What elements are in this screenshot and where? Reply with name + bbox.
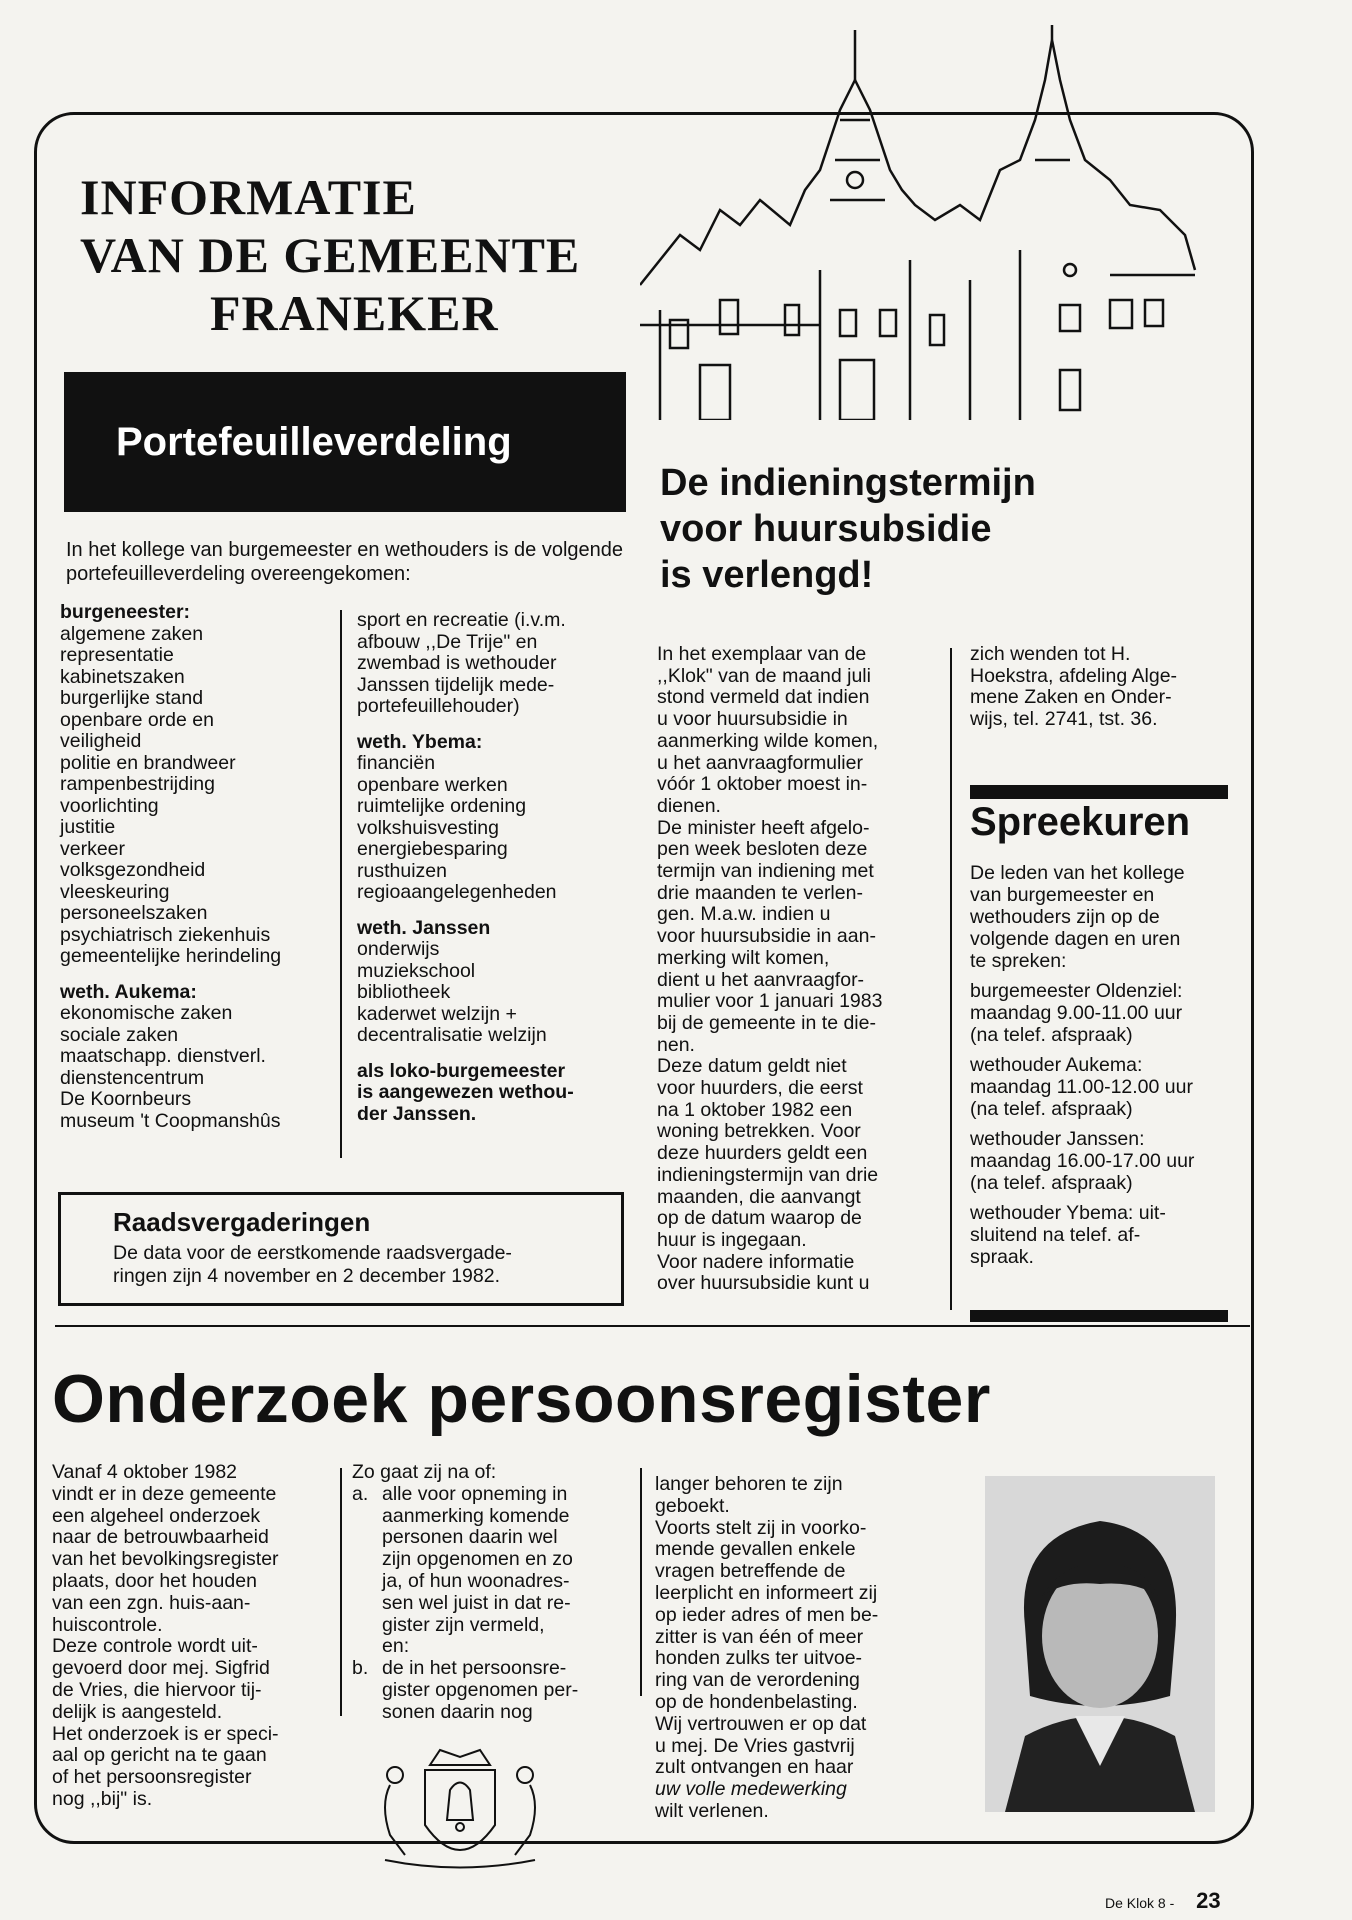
portefeuille-heading-bar <box>64 372 626 512</box>
list-item: representatie <box>60 644 174 666</box>
list-item: afbouw ,,De Trije" en <box>357 630 538 653</box>
list-item: volkshuisvesting <box>357 816 499 839</box>
column-divider <box>640 1468 642 1696</box>
heading-line: is verlengd! <box>660 554 874 596</box>
text-line: en: <box>382 1635 410 1658</box>
janssen-heading: weth. Janssen <box>357 916 491 939</box>
list-item: psychiatrisch ziekenhuis <box>60 923 271 946</box>
text-line: gister opgenomen per- <box>382 1678 579 1701</box>
text-line: Vanaf 4 oktober 1982 <box>52 1461 238 1483</box>
list-item: algemene zaken <box>60 622 204 645</box>
text-line: vindt er in deze gemeente <box>52 1482 277 1505</box>
text-line-italic: uw volle medewerking <box>655 1778 847 1801</box>
text-line: bij de gemeente in te die- <box>657 1011 876 1034</box>
text-line: aal op gericht na te gaan <box>52 1744 267 1767</box>
page-number: 23 <box>1196 1888 1221 1913</box>
list-item: politie en brandweer <box>60 751 236 774</box>
text-line: gen. M.a.w. indien u <box>657 903 831 926</box>
text-line: gister zijn vermeld, <box>382 1613 545 1636</box>
list-item: maatschapp. dienstverl. <box>60 1045 266 1067</box>
text-line: voor huurders, die eerst <box>657 1077 863 1100</box>
column-divider <box>950 648 952 1310</box>
header-title-line: FRANEKER <box>210 285 499 341</box>
text-line: sen wel juist in dat re- <box>382 1591 571 1614</box>
list-item: sport en recreatie (i.v.m. <box>357 609 566 631</box>
list-item: rampenbestrijding <box>60 773 216 795</box>
text-line: Het onderzoek is er speci- <box>52 1722 279 1745</box>
huursubsidie-column-1 <box>657 644 947 1295</box>
text-line: maandag 16.00-17.00 uur <box>970 1150 1195 1172</box>
onderzoek-column-3 <box>655 1474 965 1823</box>
text-line: zult ontvangen en haar <box>655 1756 854 1779</box>
magazine-name: De Klok 8 <box>1105 1895 1166 1911</box>
text-line: of het persoonsregister <box>52 1766 252 1789</box>
text-line: huiscontrole. <box>52 1613 163 1636</box>
text-line: maanden, die aanvangt <box>657 1185 861 1208</box>
text-line: langer behoren te zijn <box>655 1473 843 1495</box>
column-divider <box>340 610 342 1158</box>
text-line: de in het persoonsre- <box>382 1657 567 1680</box>
text-line: De data voor de eerstkomende raadsvergade- <box>113 1242 512 1264</box>
text-line: deze huurders geldt een <box>657 1142 868 1165</box>
loko-burgemeester-note: der Janssen. <box>357 1102 477 1125</box>
spreekuur-entry <box>970 1054 1230 1120</box>
text-line: wethouder Janssen: <box>970 1128 1145 1150</box>
text-line: burgemeester Oldenziel: <box>970 980 1183 1002</box>
text-line: woning betrekken. Voor <box>657 1120 861 1143</box>
spreekuur-entry <box>970 980 1230 1046</box>
text-line: zitter is van één of meer <box>655 1625 864 1648</box>
town-hall-illustration <box>640 20 1200 420</box>
text-line: op de datum waarop de <box>657 1207 862 1230</box>
criteria-item-a <box>352 1484 642 1658</box>
spreekuren-body <box>970 862 1230 1268</box>
list-item: justitie <box>60 816 116 838</box>
text-line: wethouders zijn op de <box>970 906 1160 928</box>
spreekuur-entry <box>970 1202 1230 1268</box>
coat-of-arms-emblem <box>365 1745 555 1885</box>
text-line: Deze controle wordt uit- <box>52 1635 258 1658</box>
onderzoek-column-2 <box>352 1462 642 1724</box>
list-item: regioaangelegenheden <box>357 881 557 903</box>
text-line: een algeheel onderzoek <box>52 1504 261 1527</box>
text-line: op ieder adres of men be- <box>655 1603 879 1626</box>
text-line: aanmerking wilde komen, <box>657 729 879 752</box>
spreekuur-entry <box>970 1128 1230 1194</box>
loko-burgemeester-note: als loko-burgemeester <box>357 1059 566 1082</box>
text-line: wethouder Aukema: <box>970 1054 1143 1076</box>
text-line: wijs, tel. 2741, tst. 36. <box>970 708 1158 731</box>
text-line: sluitend na telef. af- <box>970 1224 1141 1246</box>
list-item: dienstencentrum <box>60 1066 205 1089</box>
spreekuren-bottom-rule <box>970 1310 1228 1322</box>
text-line: Voorts stelt zij in voorko- <box>655 1516 867 1539</box>
list-item: gemeentelijke herindeling <box>60 945 282 967</box>
burgemeester-heading: burgeneester: <box>60 601 191 623</box>
text-line: na 1 oktober 1982 een <box>657 1098 853 1121</box>
text-line: u het aanvraagformulier <box>657 751 863 774</box>
text-line: indieningstermijn van drie <box>657 1163 879 1186</box>
text-line: van het bevolkingsregister <box>52 1548 279 1571</box>
spreekuren-heading: Spreekuren <box>970 800 1191 844</box>
header-title-line: INFORMATIE <box>80 169 417 225</box>
text-line: drie maanden te verlen- <box>657 881 863 904</box>
heading-line: De indieningstermijn <box>660 462 1036 504</box>
text-line: aanmerking komende <box>382 1504 570 1527</box>
list-item: vleeskeuring <box>60 880 170 903</box>
list-item: zwembad is wethouder <box>357 652 557 674</box>
header-title <box>80 168 640 342</box>
text-line: ja, of hun woonadres- <box>382 1569 570 1592</box>
text-line: zich wenden tot H. <box>970 643 1131 665</box>
footer-separator: - <box>1169 1895 1175 1911</box>
text-line: de Vries, die hiervoor tij- <box>52 1678 262 1701</box>
list-item: rusthuizen <box>357 859 447 882</box>
list-item: kaderwet welzijn + <box>357 1002 517 1025</box>
text-line: ,,Klok" van de maand juli <box>657 664 871 687</box>
text-line: (na telef. afspraak) <box>970 1024 1133 1046</box>
text-line: wethouder Ybema: uit- <box>970 1202 1166 1224</box>
text-line: dient u het aanvraagfor- <box>657 968 865 991</box>
text-line: ring van de verordening <box>655 1669 860 1692</box>
text-line: spraak. <box>970 1246 1034 1268</box>
text-line: u mej. De Vries gastvrij <box>655 1734 855 1757</box>
text-line: (na telef. afspraak) <box>970 1098 1133 1120</box>
list-item: De Koornbeurs <box>60 1088 192 1110</box>
list-item: energiebesparing <box>357 838 508 860</box>
loko-burgemeester-note: is aangewezen wethou- <box>357 1081 574 1103</box>
list-item: onderwijs <box>357 938 440 960</box>
text-line: maandag 9.00-11.00 uur <box>970 1002 1183 1024</box>
text-line: wilt verlenen. <box>655 1799 769 1822</box>
list-item: ekonomische zaken <box>60 1002 233 1024</box>
list-marker: a. <box>352 1482 369 1505</box>
portefeuille-left-column <box>60 602 340 1132</box>
onderzoek-column-1 <box>52 1462 342 1811</box>
text-line: vragen betreffende de <box>655 1560 846 1583</box>
criteria-list <box>352 1484 642 1724</box>
text-line: Zo gaat zij na of: <box>352 1461 497 1483</box>
ybema-heading: weth. Ybema: <box>357 730 483 753</box>
list-item: veiligheid <box>60 730 142 752</box>
aukema-heading: weth. Aukema: <box>60 980 197 1003</box>
spreekuren-rule <box>970 785 1228 799</box>
spreekuren-intro <box>970 862 1230 972</box>
portrait-photo <box>985 1476 1215 1812</box>
list-item: museum 't Coopmanshûs <box>60 1109 281 1132</box>
list-item: ruimtelijke ordening <box>357 795 527 817</box>
list-item: openbare orde en <box>60 708 214 731</box>
column-divider <box>340 1468 342 1716</box>
text-line: volgende dagen en uren <box>970 928 1181 950</box>
text-line: zijn opgenomen en zo <box>382 1548 573 1571</box>
list-item: voorlichting <box>60 794 159 817</box>
text-line: merking wilt komen, <box>657 946 830 969</box>
text-line: vóór 1 oktober moest in- <box>657 773 868 796</box>
text-line: honden zulks ter uitvoe- <box>655 1647 863 1670</box>
text-line: te spreken: <box>970 950 1067 972</box>
text-line: nen. <box>657 1033 695 1056</box>
list-item: burgerlijke stand <box>60 687 204 709</box>
section-divider <box>55 1325 1250 1327</box>
text-line: Wij vertrouwen er op dat <box>655 1712 867 1735</box>
text-line: huur is ingegaan. <box>657 1228 807 1251</box>
text-line: alle voor opneming in <box>382 1482 568 1505</box>
list-item: volksgezondheid <box>60 859 206 881</box>
text-line: naar de betrouwbaarheid <box>52 1526 269 1549</box>
text-line: leerplicht en informeert zij <box>655 1581 878 1604</box>
text-line: stond vermeld dat indien <box>657 686 870 709</box>
list-marker: b. <box>352 1657 369 1680</box>
raadsvergaderingen-box <box>58 1192 624 1306</box>
text-line: geboekt. <box>655 1494 730 1517</box>
list-item: sociale zaken <box>60 1023 179 1046</box>
text-line: Voor nadere informatie <box>657 1250 855 1273</box>
text-line: sonen daarin nog <box>382 1700 533 1723</box>
text-line: gevoerd door mej. Sigfrid <box>52 1657 270 1680</box>
text-line: De leden van het kollege <box>970 862 1185 884</box>
text-line: dienen. <box>657 794 721 817</box>
text-line: op de hondenbelasting. <box>655 1690 858 1713</box>
list-item: verkeer <box>60 837 126 860</box>
portefeuille-intro: In het kollege van burgemeester en wethouders is de volgende portefeuilleverdeling overeengekomen: <box>66 539 624 585</box>
onderzoek-heading: Onderzoek persoonsregister <box>52 1361 991 1437</box>
heading-line: voor huursubsidie <box>660 508 992 550</box>
text-line: (na telef. afspraak) <box>970 1172 1133 1194</box>
text-line: Deze datum geldt niet <box>657 1055 847 1078</box>
text-line: termijn van indiening met <box>657 860 874 883</box>
list-item: muziekschool <box>357 959 476 982</box>
list-item: personeelszaken <box>60 902 208 924</box>
text-line: mende gevallen enkele <box>655 1538 856 1561</box>
list-item: openbare werken <box>357 773 508 796</box>
text-line: pen week besloten deze <box>657 838 868 861</box>
page-footer <box>1105 1888 1221 1914</box>
text-line: over huursubsidie kunt u <box>657 1272 870 1295</box>
text-line: mene Zaken en Onder- <box>970 686 1172 709</box>
text-line: De minister heeft afgelo- <box>657 816 870 839</box>
text-line: maandag 11.00-12.00 uur <box>970 1076 1193 1098</box>
text-line: u voor huursubsidie in <box>657 708 848 731</box>
portefeuille-heading: Portefeuilleverdeling <box>116 419 512 464</box>
text-line: van burgemeester en <box>970 884 1155 906</box>
text-line: Hoekstra, afdeling Alge- <box>970 664 1178 687</box>
list-item: financiën <box>357 752 436 774</box>
huursubsidie-column-2 <box>970 644 1230 731</box>
list-item: kabinetszaken <box>60 665 185 688</box>
list-item: bibliotheek <box>357 981 451 1003</box>
criteria-item-b <box>352 1658 642 1723</box>
text-line: In het exemplaar van de <box>657 643 867 665</box>
raadsvergaderingen-text <box>113 1242 621 1288</box>
text-line: delijk is aangesteld. <box>52 1700 223 1723</box>
list-item: portefeuillehouder) <box>357 695 520 717</box>
text-line: plaats, door het houden <box>52 1569 257 1592</box>
raadsvergaderingen-heading: Raadsvergaderingen <box>113 1207 371 1237</box>
text-line: mulier voor 1 januari 1983 <box>657 990 883 1013</box>
header-title-line: VAN DE GEMEENTE <box>80 227 581 283</box>
portefeuille-right-column <box>357 610 627 1125</box>
text-line: ringen zijn 4 november en 2 december 1982. <box>113 1265 500 1287</box>
list-item: Janssen tijdelijk mede- <box>357 673 555 696</box>
text-line: voor huursubsidie in aan- <box>657 925 876 948</box>
text-line: van een zgn. huis-aan- <box>52 1591 251 1614</box>
text-line: personen daarin wel <box>382 1526 558 1549</box>
huursubsidie-heading <box>660 460 1160 598</box>
list-item: decentralisatie welzijn <box>357 1024 547 1046</box>
text-line: nog ,,bij" is. <box>52 1787 153 1810</box>
portrait-silhouette <box>985 1476 1215 1812</box>
